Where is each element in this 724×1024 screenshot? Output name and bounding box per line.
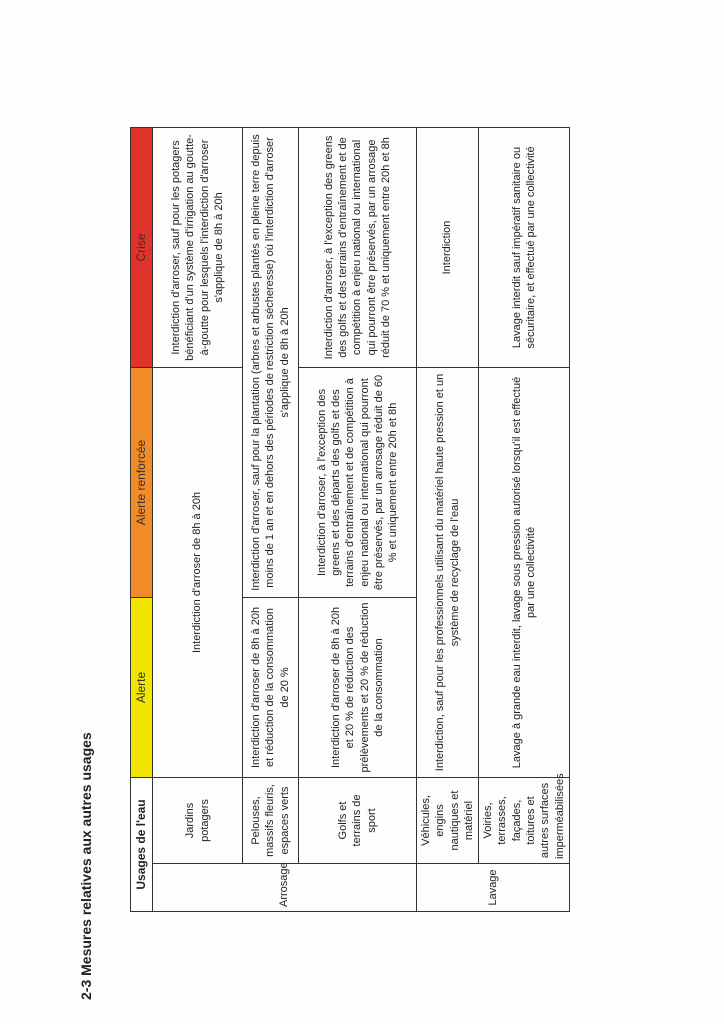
voiries-crise: Lavage interdit sauf impératif sanitaire ou sécuritaire, et effectué par une collectivité [479, 127, 570, 367]
category-arrosage: Arrosage [153, 864, 417, 912]
header-usages: Usages de l'eau [131, 777, 153, 911]
header-alerte-renforcee: Alerte renforcée [131, 367, 153, 597]
golfs-alerte: Interdiction d'arroser de 8h à 20h et 20 % de réduction des prélèvements et 20 % de réduction de la consommation [299, 597, 417, 777]
restrictions-table [130, 127, 570, 912]
page-title: 2-3 Mesures relatives aux autres usages [78, 732, 94, 1000]
usage-voiries: Voiries, terrasses, façades, toitures et autres surfaces imperméabilisées [479, 777, 570, 863]
category-lavage: Lavage [417, 864, 570, 912]
usage-golfs: Golfs et terrains de sport [299, 777, 417, 863]
header-crise: Crise [131, 127, 153, 367]
vehicules-crise: Interdiction [417, 127, 479, 367]
usage-vehicules: Véhicules, engins nautiques et matériel [417, 777, 479, 863]
golfs-crise: Interdiction d'arroser, à l'exception des greens des golfs et des terrains d'entraînement et de compétition à enjeu national ou international qui pourront être préservés, par un arrosage réduit de 70 % et uniquement entre 20h et 8h [299, 127, 417, 367]
header-alerte: Alerte [131, 597, 153, 777]
pelouses-alerte: Interdiction d'arroser de 8h à 20h et réduction de la consommation de 20 % [243, 597, 299, 777]
usage-jardins: Jardins potagers [153, 777, 243, 863]
pelouses-renforcee-crise: Interdiction d'arroser, sauf pour la plantation (arbres et arbustes plantés en pleine terre depuis moins de 1 an et en dehors des périodes de restriction sécheresse) où l'interdiction d'arroser s'applique de 8h à 20h [243, 127, 299, 597]
voiries-alerte-renforcee: Lavage à grande eau interdit, lavage sous pression autorisé lorsqu'il est effectué par une collectivité [479, 367, 570, 777]
usage-pelouses: Pelouses, massifs fleuris, espaces verts [243, 777, 299, 863]
golfs-alerte-renforcee: Interdiction d'arroser, à l'exception des greens et des départs des golfs et des terrains d'entraînement et de compétition à enjeu national ou international qui pourront être préservés, par un arrosage réduit de 60 % et uniquement entre 20h et 8h [299, 367, 417, 597]
jardins-crise: Interdiction d'arroser, sauf pour les potagers bénéficiant d'un système d'irrigation au goutte-à-goutte pour lesquels l'interdiction d'arroser s'applique de 8h à 20h [153, 127, 243, 367]
restrictions-table-wrapper [130, 128, 566, 912]
vehicules-alerte-renforcee: Interdiction, sauf pour les professionnels utilisant du matériel haute pression et un système de recyclage de l'eau [417, 367, 479, 777]
jardins-alerte-renforcee: Interdiction d'arroser de 8h à 20h [153, 367, 243, 777]
